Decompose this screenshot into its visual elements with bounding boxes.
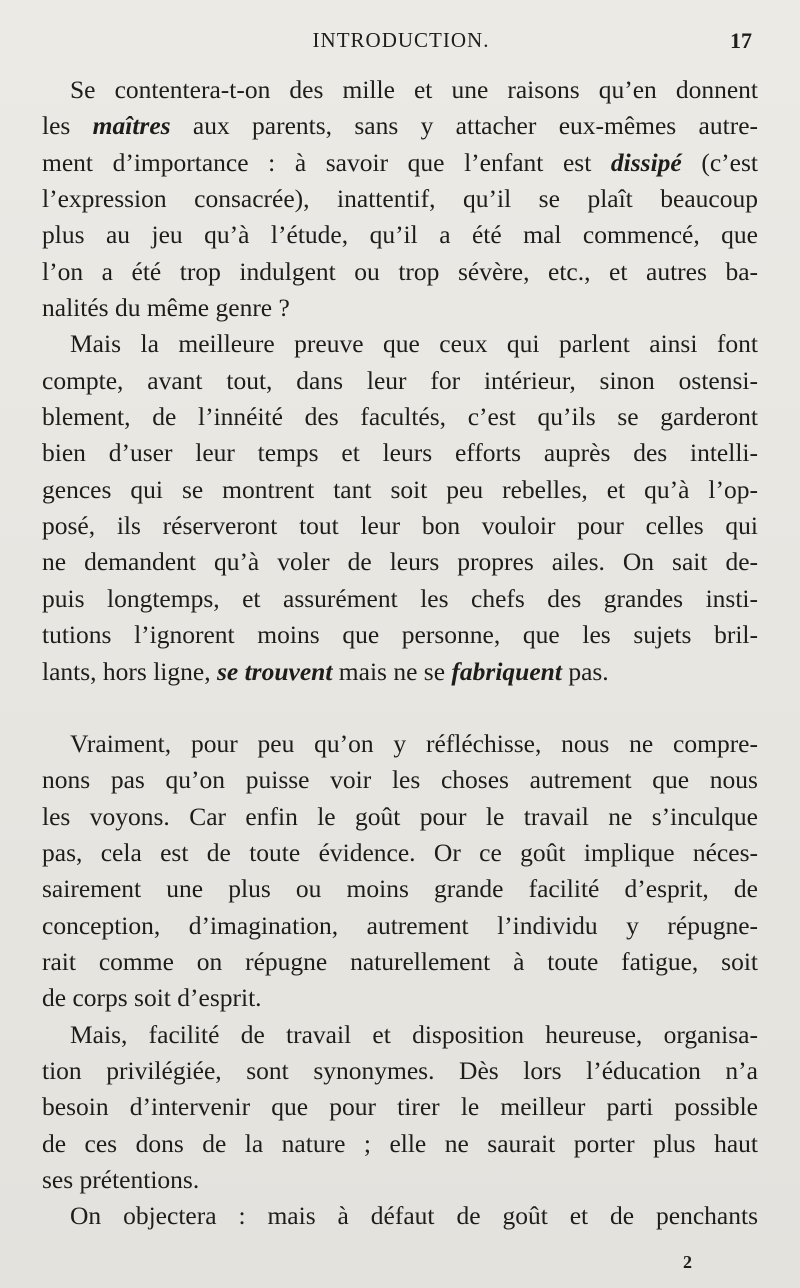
italic-term: maîtres: [92, 111, 171, 141]
text-line: On objectera : mais à défaut de goût et de penchants: [70, 1201, 758, 1231]
text-line: posé, ils réserveront tout leur bon vouloir pour celles qui: [42, 511, 758, 541]
text-line: gences qui se montrent tant soit peu rebelles, et qu’à l’op-: [42, 474, 758, 504]
paragraph: [42, 726, 758, 1017]
italic-term: dissipé: [610, 147, 682, 177]
text-line: ne demandent qu’à voler de leurs propres ailes. On sait de-: [42, 547, 758, 577]
text-line: de corps soit d’esprit.: [42, 983, 262, 1013]
text-line: l’expression consacrée), inattentif, qu’il se plaît beaucoup: [42, 184, 758, 214]
text-line: Mais, facilité de travail et disposition heureuse, organisa-: [70, 1019, 758, 1049]
text-line: tutions l’ignorent moins que personne, que les sujets bril-: [42, 620, 758, 650]
text-line: lants, hors ligne, se trouvent mais ne se fabriquent pas.: [42, 656, 609, 686]
text-line: conception, d’imagination, autrement l’individu y répugne-: [42, 910, 758, 940]
paragraph: [42, 1017, 758, 1199]
text-line: les maîtres aux parents, sans y attacher eux-mêmes autre-: [42, 111, 758, 141]
page-number: 17: [730, 28, 752, 53]
text-line: les voyons. Car enfin le goût pour le travail ne s’inculque: [42, 801, 758, 831]
text-line: blement, de l’innéité des facultés, c’est qu’ils se garderont: [42, 402, 758, 432]
text-line: l’on a été trop indulgent ou trop sévère, etc., et autres ba-: [42, 256, 758, 286]
text-line: compte, avant tout, dans leur for intérieur, sinon ostensi-: [42, 365, 758, 395]
text-line: bien d’user leur temps et leurs efforts auprès des intelli-: [42, 438, 758, 468]
text-line: pas, cela est de toute évidence. Or ce goût implique néces-: [42, 837, 758, 867]
text-line: nalités du même genre ?: [42, 293, 290, 323]
paragraph: [42, 1198, 758, 1234]
text-line: de ces dons de la nature ; elle ne saurait porter plus haut: [42, 1128, 758, 1158]
paragraph: [42, 326, 758, 689]
text-line: ses prétentions.: [42, 1164, 200, 1194]
italic-term: se trouvent: [216, 656, 333, 686]
text-line: Vraiment, pour peu qu’on y réfléchisse, nous ne compre-: [70, 728, 758, 758]
text-line: ment d’importance : à savoir que l’enfant est dissipé (c’est: [42, 147, 758, 177]
paragraph: [42, 72, 758, 326]
text-line: puis longtemps, et assurément les chefs des grandes insti-: [42, 583, 758, 613]
text-line: rait comme on répugne naturellement à toute fatigue, soit: [42, 946, 758, 976]
running-title: INTRODUCTION.: [312, 28, 490, 52]
text-line: plus au jeu qu’à l’étude, qu’il a été mal commencé, que: [42, 220, 758, 250]
text-line: sairement une plus ou moins grande facilité d’esprit, de: [42, 874, 758, 904]
text-line: nons pas qu’on puisse voir les choses autrement que nous: [42, 765, 758, 795]
italic-term: fabriquent: [451, 656, 562, 686]
text-line: tion privilégiée, sont synonymes. Dès lors l’éducation n’a: [42, 1055, 758, 1085]
text-line: Mais la meilleure preuve que ceux qui parlent ainsi font: [70, 329, 758, 359]
text-line: Se contentera-t-on des mille et une raisons qu’en donnent: [70, 75, 758, 104]
page-header: [42, 28, 760, 62]
text-line: besoin d’intervenir que pour tirer le meilleur parti possible: [42, 1092, 758, 1122]
body-text: [42, 72, 758, 1235]
signature-mark: 2: [683, 1252, 692, 1272]
